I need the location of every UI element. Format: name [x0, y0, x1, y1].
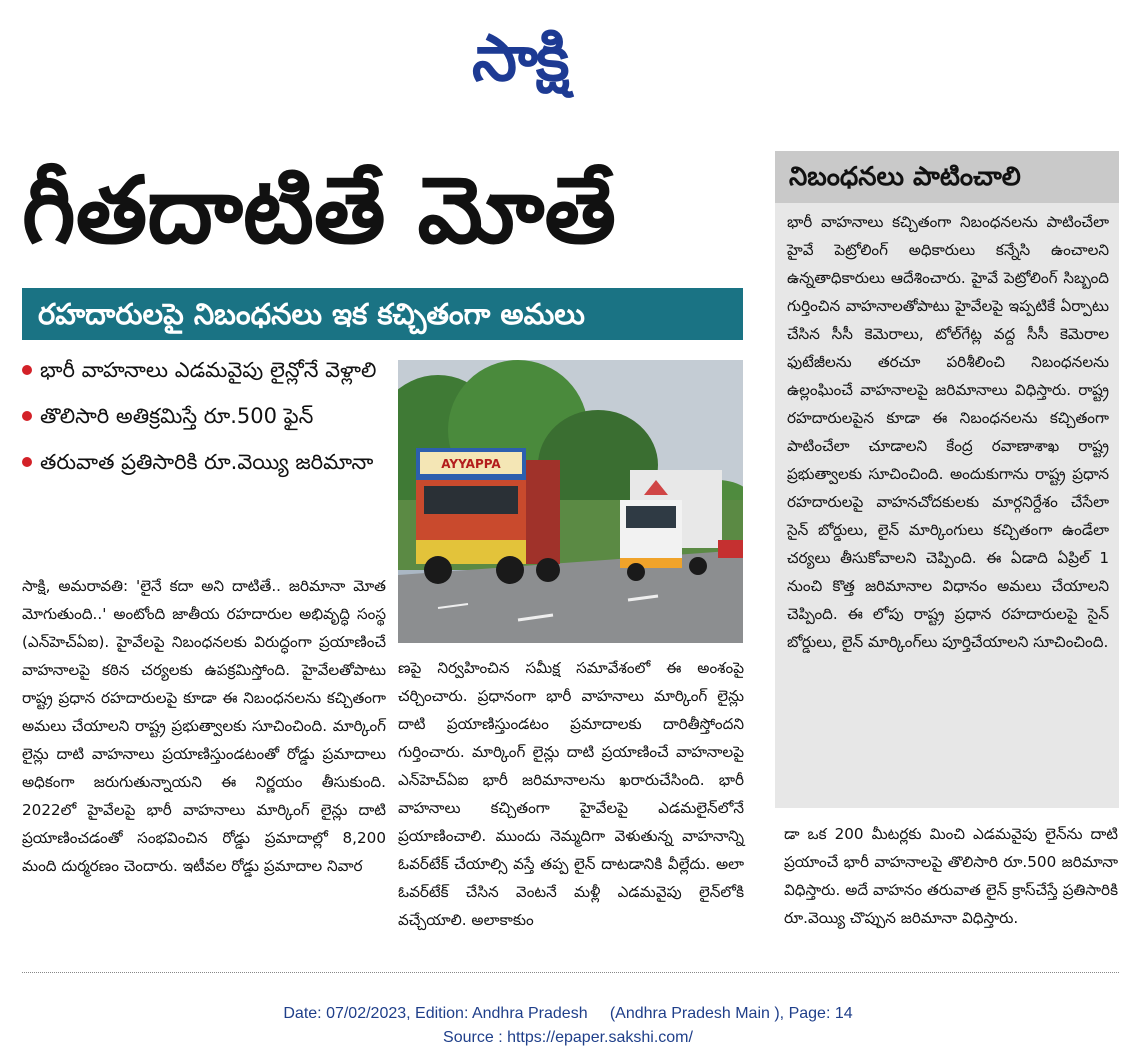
- bullet-text: తరువాత ప్రతిసారికి రూ.వెయ్యి జరిమానా: [40, 450, 374, 474]
- article-column-1: సాక్షి, అమరావతి: 'లైనే కదా అని దాటితే.. జరిమానా మోత మోగుతుంది..' అంటోంది జాతీయ రహదారుల అభివృద్ధి సంస్థ (ఎన్‌హెచ్‌ఏఐ). హైవేలపై నిబంధనలకు విరుద్ధంగా ప్రయాణించే వాహనాలపై కఠిన చర్యలకు ఉపక్రమిస్తోంది. హైవేలతోపాటు రాష్ట్ర ప్రధాన రహదారులపై కూడా ఈ నిబంధనలను కచ్చితంగా అమలు చేయాలని రాష్ట్ర ప్రభుత్వాలకు సూచించింది. మార్కింగ్ లైన్లు దాటి వాహనాలు ప్రయాణిస్తుండటంతో రోడ్డు ప్రమాదాలు అధికంగా జరుగుతున్నాయని ఈ నిర్ణయం తీసుకుంది. 2022లో హైవేలపై భారీ వాహనాలు మార్కింగ్ లైన్లు దాటి ప్రయాణించడంతో సంభవించిన రోడ్డు ప్రమాదాల్లో 8,200 మంది దుర్మరణం చెందారు. ఇటీవల రోడ్డు ప్రమాదాల నివార: [22, 577, 386, 875]
- article-column-4: డా ఒక 200 మీటర్లకు మించి ఎడమవైపు లైన్‌ను దాటి ప్రయాంచే భారీ వాహనాలపై తొలిసారి రూ.500 జరిమానా విధిస్తారు. అదే వాహనం తరువాత లైన్ క్రాస్‌చేస్తే ప్రతిసారికి రూ.వెయ్యి చొప్పున జరిమానా విధిస్తారు.: [784, 825, 1118, 927]
- sidebar-header: [775, 151, 1119, 203]
- news-photo: [398, 360, 743, 643]
- sidebar-title: నిబంధనలు పాటించాలి: [789, 162, 1021, 192]
- trucks-on-highway-illustration: [398, 360, 743, 643]
- bullet-dot-icon: [22, 411, 32, 421]
- footer-source-line: Source : https://epaper.sakshi.com/: [443, 1029, 693, 1046]
- bullet-item: [22, 444, 382, 480]
- subheadline: రహదారులపై నిబంధనలు ఇక కచ్చితంగా అమలు: [38, 297, 585, 331]
- bullet-text: తొలిసారి అతిక్రమిస్తే రూ.500 ఫైన్: [40, 404, 314, 428]
- masthead-logo: [472, 20, 672, 98]
- bullet-dot-icon: [22, 457, 32, 467]
- bullet-text: భారీ వాహనాలు ఎడమవైపు లైన్లోనే వెళ్లాలి: [40, 358, 377, 382]
- bullet-list: [22, 352, 382, 490]
- subheadline-band: [22, 288, 743, 340]
- bullet-item: [22, 398, 382, 434]
- headline: గీతదాటితే మోతే: [22, 157, 616, 264]
- logo-text: సాక్షి: [472, 22, 568, 96]
- bullet-item: [22, 352, 382, 388]
- footer-date-line: Date: 07/02/2023, Edition: Andhra Pradesh (Andhra Pradesh Main ), Page: 14: [283, 1005, 853, 1022]
- sidebar-body: భారీ వాహనాలు కచ్చితంగా నిబంధనలను పాటించేలా హైవే పెట్రోలింగ్ అధికారులు కన్నేసి ఉంచాలని ఉన్నతాధికారులు ఆదేశించారు. హైవే పెట్రోలింగ్ సిబ్బంది గుర్తించిన వాహనాలతోపాటు హైవేలపై ఇప్పటికే ఏర్పాటు చేసిన సీసీ కెమెరాలు, టోల్‌గేట్ల వద్ద సీసీ కెమెరాల ఫుటేజీలను తరచూ పరిశీలించి నిబంధనలను ఉల్లంఘించే వాహనాలపై జరిమానాలు విధిస్తారు. రాష్ట్ర రహదారులపైన కూడా ఈ నిబంధనలను కచ్చితంగా పాటించేలా చూడాలని కేంద్ర రవాణాశాఖ రాష్ట్ర ప్రభుత్వాలకు సూచించింది. అందుకుగాను రాష్ట్ర ప్రధాన రహదారులపై వాహనచోదకులకు మార్గనిర్దేశం చేసేలా సైన్ బోర్డులు, లైన్ మార్కింగులు కచ్చితంగా ఉండేలా చర్యలు తీసుకోవాలని చెప్పింది. ఈ ఏడాది ఏప్రిల్ 1 నుంచి కొత్త జరిమానాల విధానం అమలు చేయాలని చెప్పింది. ఈ లోపు రాష్ట్ర ప్రధాన రహదారులపై సైన్ బోర్డులు, లైన్ మార్కింగ్‌లు పూర్తిచేయాలని సూచించింది.: [787, 213, 1109, 651]
- truck-banner: AYYAPPA: [441, 457, 501, 471]
- article-column-2: ణపై నిర్వహించిన సమీక్ష సమావేశంలో ఈ అంశంపై చర్చించారు. ప్రధానంగా భారీ వాహనాలు మార్కింగ్ లైన్లు దాటి ప్రయాణిస్తుండటం ప్రమాదాలకు దారితీస్తోందని గుర్తించారు. మార్కింగ్ లైన్లు దాటి ప్రయాణించే వాహనాలపై ఎన్‌హెచ్‌ఏఐ భారీ జరిమానాలను ఖరారుచేసింది. భారీ వాహనాలు కచ్చితంగా హైవేలపై ఎడమలైన్‌లోనే ప్రయాణించాలి. ముందు నెమ్మదిగా వెళుతున్న వాహనాన్ని ఓవర్‌టేక్ చేయాల్సి వస్తే తప్ప లైన్ దాటడానికి వీల్లేదు. అలా ఓవర్‌టేక్ చేసిన వెంటనే మళ్లీ ఎడమవైపు లైన్‌లోకి వచ్చేయాలి. అలాకాకుం: [398, 659, 744, 929]
- footer-divider: [22, 972, 1119, 973]
- footer: [0, 1002, 1136, 1050]
- bullet-dot-icon: [22, 365, 32, 375]
